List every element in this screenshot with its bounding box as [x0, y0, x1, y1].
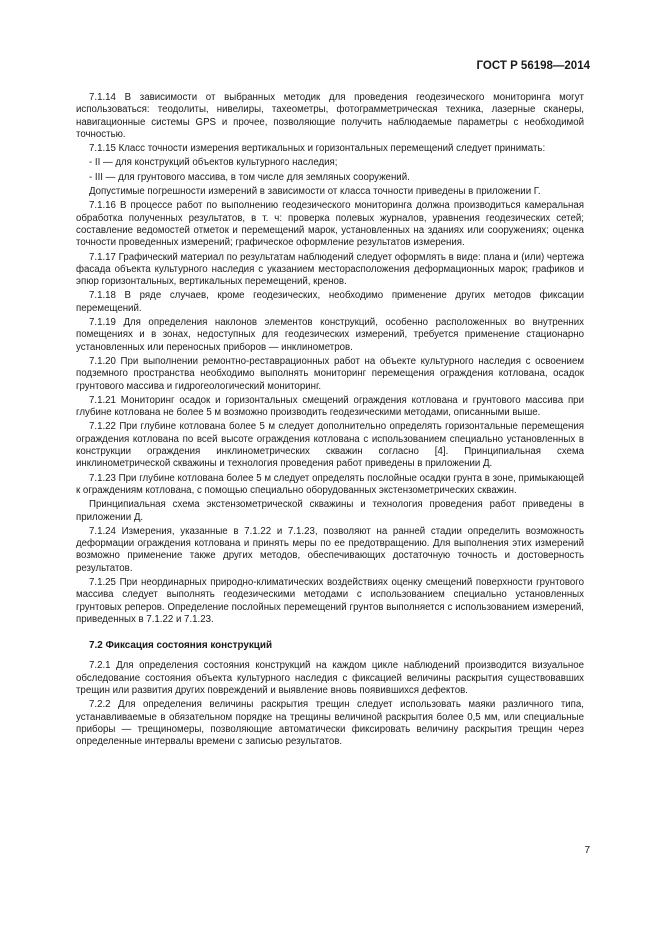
paragraph-7-1-25: 7.1.25 При неординарных природно-климатических воздействиях оценку смещений поверхности грунтового массива следует выполнять геодезическими методами с использованием специально установленных грунтовых реперов. Определение послойных перемещений грунтов выполняется с использованием измерений, приведенных в 7.1.22 и 7.1.23. — [76, 576, 584, 625]
paragraph-extensometer-scheme: Принципиальная схема экстензометрической скважины и технология проведения работ приведены в приложении Д. — [76, 499, 584, 523]
document-header: ГОСТ Р 56198—2014 — [476, 60, 590, 72]
paragraph-7-2-1: 7.2.1 Для определения состояния конструкций на каждом цикле наблюдений производится визуальное обследование состояния объекта культурного наследия с фиксацией величины раскрытия существовавших трещин или развития других повреждений и выявление вновь появившихся дефектов. — [76, 660, 584, 697]
section-heading-7-2: 7.2 Фиксация состояния конструкций — [89, 640, 273, 652]
paragraph-7-1-18: 7.1.18 В ряде случаев, кроме геодезических, необходимо применение других методов фиксации перемещений. — [76, 290, 584, 314]
document-body — [76, 92, 584, 751]
paragraph-7-1-20: 7.1.20 При выполнении ремонтно-реставрационных работ на объекте культурного наследия с освоением подземного пространства необходимо выполнять мониторинг перемещения ограждения котлована, осадок грунтового массива и гидрогеологический мониторинг. — [76, 355, 584, 392]
paragraph-7-2-2: 7.2.2 Для определения величины раскрытия трещин следует использовать маяки различного типа, устанавливаемые в обязательном порядке на трещины величиной раскрытия более 0,5 мм, или специальные приборы — трещиномеры, позволяющие автоматически фиксировать величину раскрытия трещин через определенные интервалы времени с записью результатов. — [76, 699, 584, 748]
paragraph-7-1-23: 7.1.23 При глубине котлована более 5 м следует определять послойные осадки грунта в зоне, примыкающей к ограждениям котлована, с помощью специально оборудованных экстензометрических скважин. — [76, 472, 584, 496]
paragraph-7-1-22: 7.1.22 При глубине котлована более 5 м следует дополнительно определять горизонтальные перемещения ограждения котлована по всей высоте ограждения котлована с использованием специально установленных в конструкции ограждения инклинометрических скважин согласно [4]. Принципиальная схема инклинометрической скважины и технология проведения работ приведены в приложении Д. — [76, 421, 584, 470]
paragraph-7-1-15: 7.1.15 Класс точности измерения вертикальных и горизонтальных перемещений следует принимать: — [89, 143, 546, 155]
paragraph-7-1-21: 7.1.21 Мониторинг осадок и горизонтальных смещений ограждения котлована и грунтового массива при глубине котлована не более 5 м возможно производить геодезическими методами, описанными выше. — [76, 394, 584, 419]
paragraph-7-1-17: 7.1.17 Графический материал по результатам наблюдений следует оформлять в виде: плана и (или) чертежа фасада объекта культурного наследия с указанием месторасположения деформационных марок; графиков и эпюр горизонтальных, вертикальных перемещений, кренов. — [76, 251, 584, 288]
page-number: 7 — [584, 845, 590, 856]
paragraph-tolerances: Допустимые погрешности измерений в зависимости от класса точности приведены в приложении Г. — [89, 186, 541, 198]
paragraph-7-1-24: 7.1.24 Измерения, указанные в 7.1.22 и 7.1.23, позволяют на ранней стадии определить возможность деформации ограждения котлована и принять меры по ее предотвращению. Для выполнения этих измерений возможно применение также других методов, обеспечивающих достаточную точность и достоверность результатов. — [76, 525, 584, 574]
list-item-class-iii: - III — для грунтового массива, в том числе для земляных сооружений. — [89, 171, 410, 183]
paragraph-7-1-14: 7.1.14 В зависимости от выбранных методик для проведения геодезического мониторинга могут использоваться: теодолиты, нивелиры, тахеометры, фотограмметрическая техника, лазерные сканеры, навигационные системы GPS и прочее, позволяющие получить наблюдаемые параметры с необходимой точностью. — [76, 92, 584, 140]
paragraph-7-1-19: 7.1.19 Для определения наклонов элементов конструкций, особенно расположенных во внутренних помещениях и в зонах, недоступных для геодезических измерений, требуется применение стационарно установленных или переносных приборов — инклинометров. — [76, 317, 584, 353]
list-item-class-ii: - II — для конструкций объектов культурного наследия; — [89, 157, 338, 169]
paragraph-7-1-16: 7.1.16 В процессе работ по выполнению геодезического мониторинга должна производиться камеральная обработка полученных результатов, в т. ч: проверка полевых журналов, уравнения геодезических сетей; составление ведомостей отметок и перемещений марок, установленных на зданиях или сооружениях; оценка точности проведенных измерений; графическое оформление результатов измерения. — [76, 200, 584, 249]
